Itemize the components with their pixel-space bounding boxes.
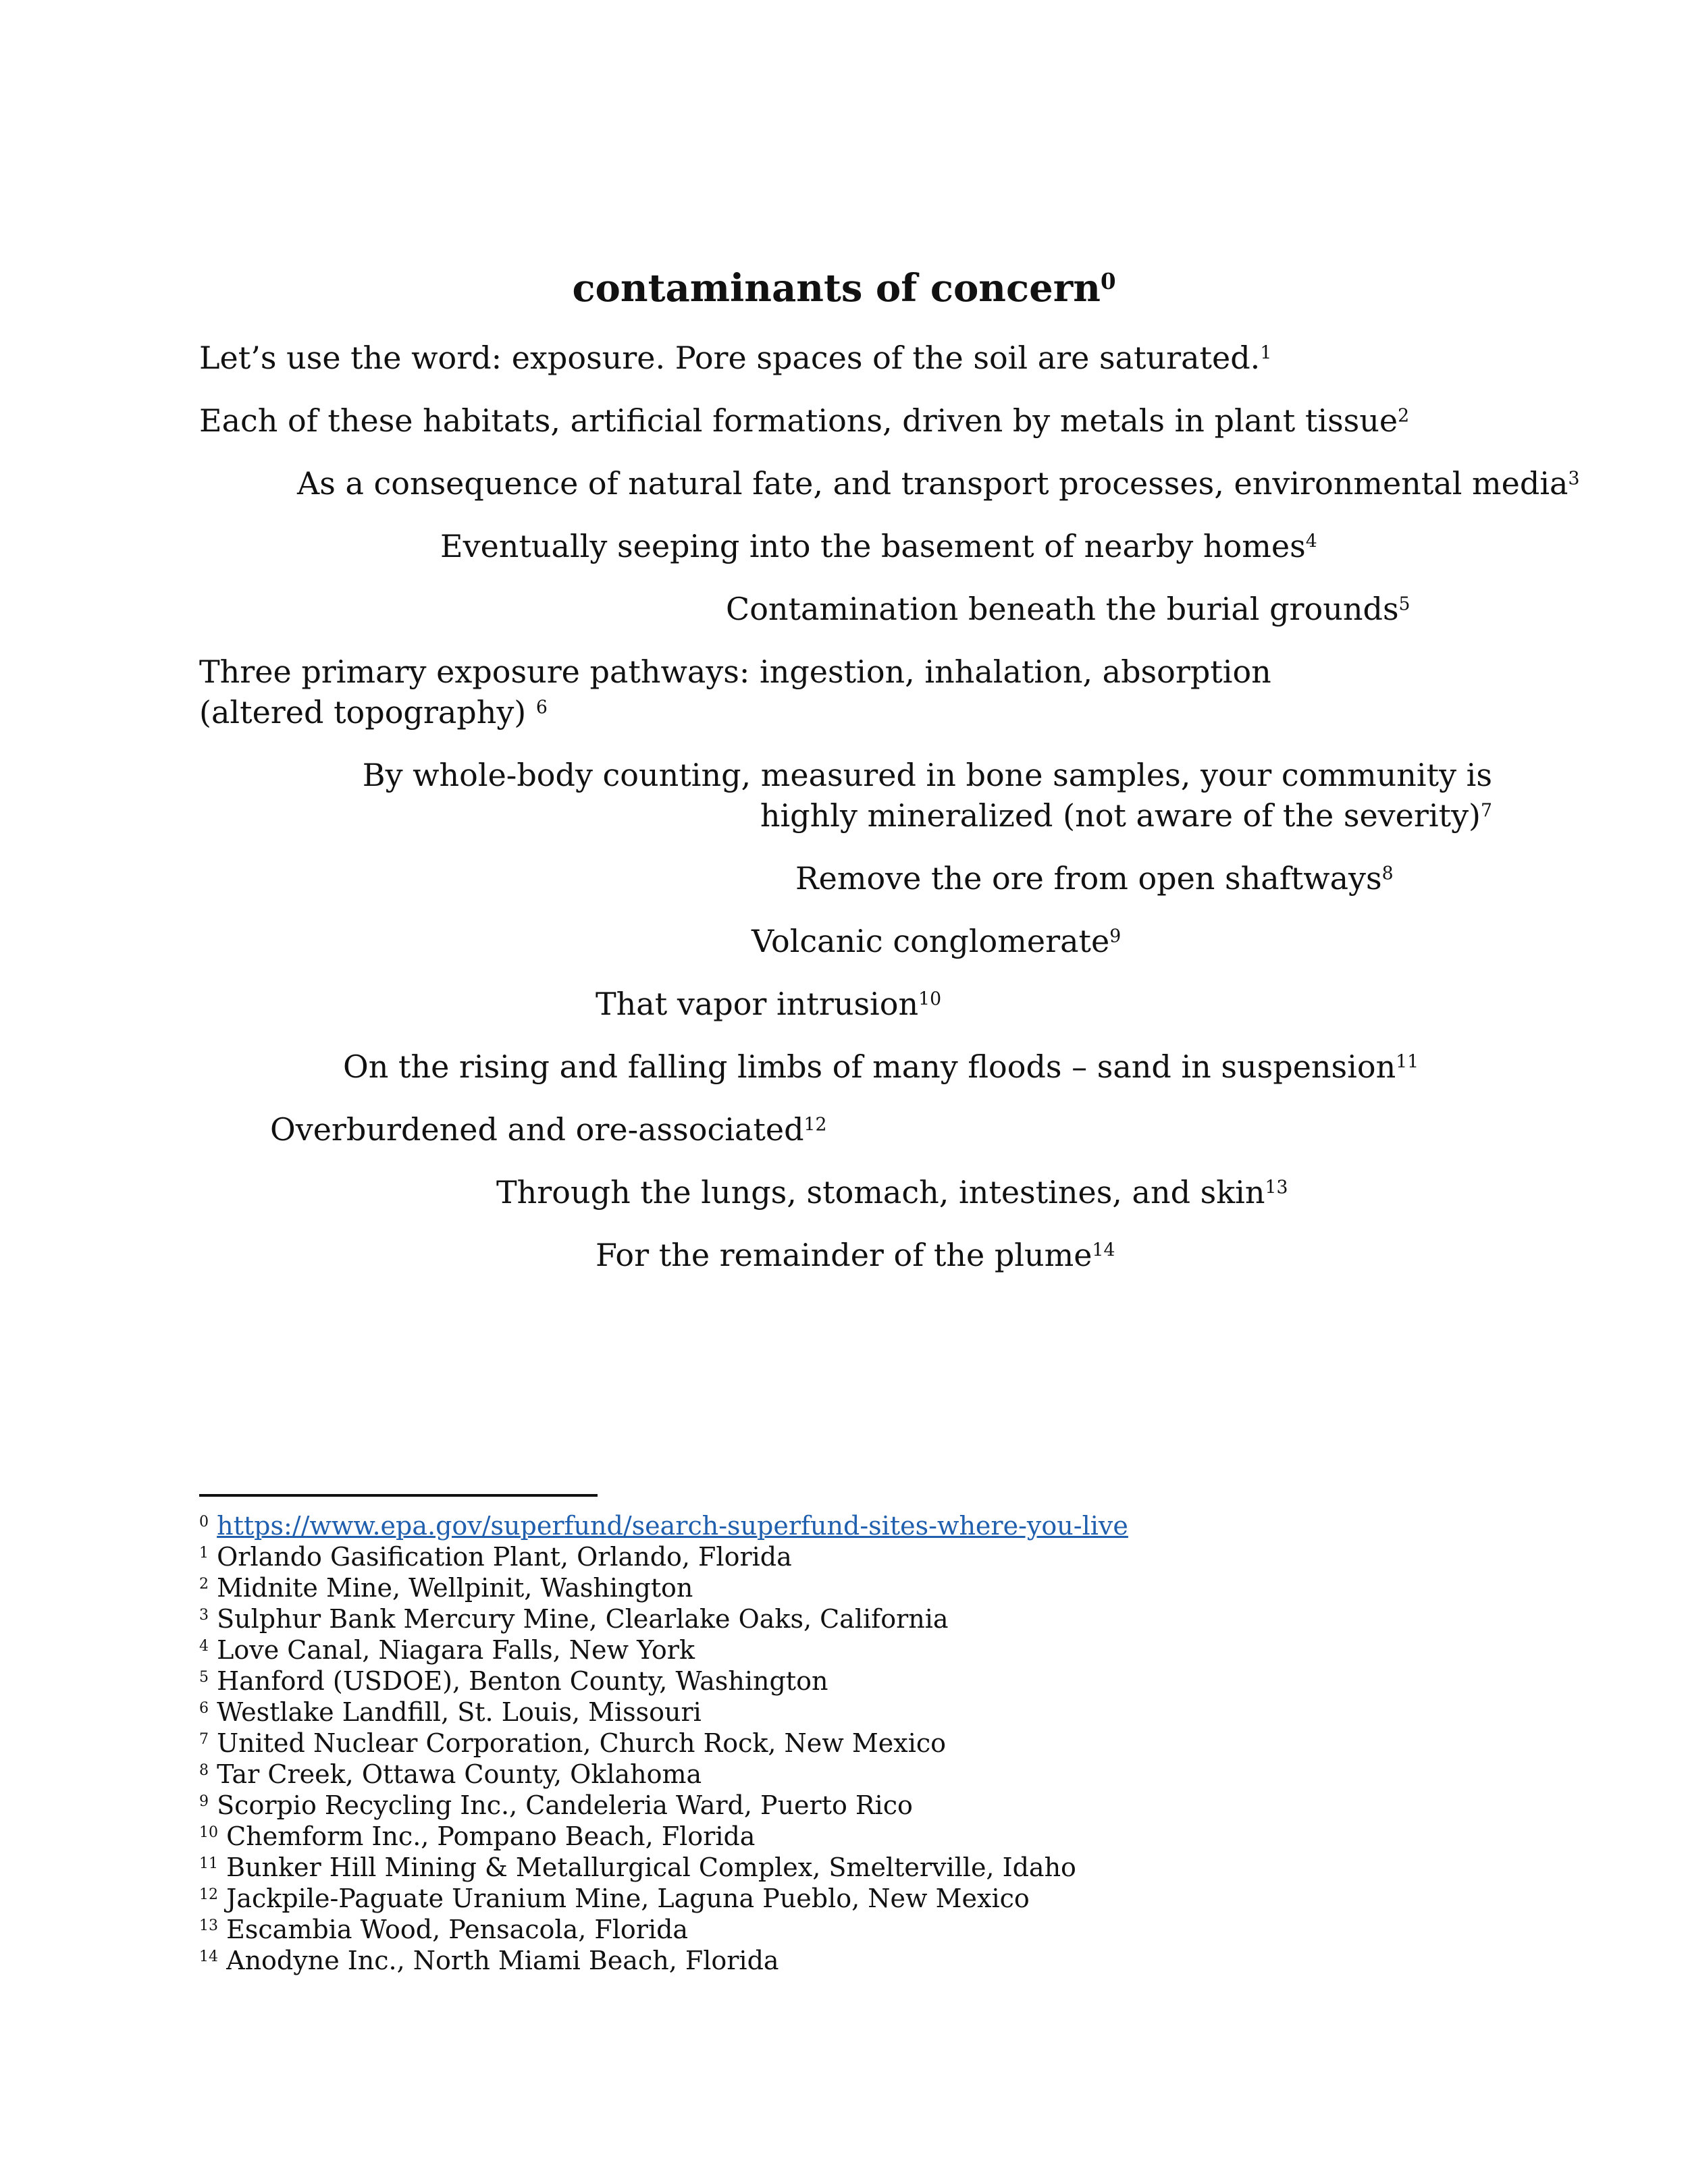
poem-line-5 xyxy=(726,589,1410,629)
footnote-ref[interactable]: 1 xyxy=(1260,342,1272,364)
footnote-ref[interactable]: 0 xyxy=(1100,269,1116,295)
footnote-ref[interactable]: 6 xyxy=(535,697,548,718)
footnote-number: 9 xyxy=(199,1792,209,1810)
footnote-text: Chemform Inc., Pompano Beach, Florida xyxy=(226,1821,756,1851)
footnote-number: 8 xyxy=(199,1761,209,1779)
epa-superfund-link[interactable]: https://www.epa.gov/superfund/search-superfund-sites-where-you-live xyxy=(217,1511,1128,1541)
footnote-number: 7 xyxy=(199,1730,209,1748)
poem-line-4 xyxy=(440,526,1317,566)
footnote-ref[interactable]: 3 xyxy=(1568,468,1580,489)
footnote-12 xyxy=(199,1883,1030,1914)
poem-title-text: contaminants of concern xyxy=(572,266,1101,311)
footnote-number: 4 xyxy=(199,1637,209,1655)
poem-line-8 xyxy=(795,858,1394,899)
footnote-text: Midnite Mine, Wellpinit, Washington xyxy=(217,1573,693,1603)
footnote-separator xyxy=(199,1494,598,1497)
footnote-number: 6 xyxy=(199,1699,209,1717)
footnote-ref[interactable]: 8 xyxy=(1381,863,1394,884)
poem-line-text: Remove the ore from open shaftways xyxy=(795,860,1382,897)
poem-line-text: Contamination beneath the burial grounds xyxy=(726,591,1399,627)
footnote-text: Escambia Wood, Pensacola, Florida xyxy=(226,1915,689,1944)
footnote-number: 5 xyxy=(199,1668,209,1686)
footnote-number: 3 xyxy=(199,1606,209,1624)
footnote-ref[interactable]: 2 xyxy=(1398,405,1410,427)
poem-line-14 xyxy=(596,1235,1115,1275)
footnote-ref[interactable]: 10 xyxy=(918,988,942,1010)
footnote-ref[interactable]: 9 xyxy=(1109,926,1122,947)
poem-line-12 xyxy=(270,1109,826,1150)
footnote-number: 11 xyxy=(199,1855,219,1872)
poem-line-2 xyxy=(199,400,1409,441)
footnote-0 xyxy=(199,1510,1128,1541)
poem-title xyxy=(0,265,1688,312)
footnote-text: Jackpile-Paguate Uranium Mine, Laguna Pueblo, New Mexico xyxy=(226,1884,1030,1913)
poem-line-text: Let’s use the word: exposure. Pore spaces of the soil are saturated. xyxy=(199,340,1261,376)
poem-line-text: Each of these habitats, artificial formations, driven by metals in plant tissue xyxy=(199,402,1398,439)
poem-line-text: For the remainder of the plume xyxy=(596,1237,1092,1273)
footnote-14 xyxy=(199,1945,779,1976)
poem-line-text: Through the lungs, stomach, intestines, and skin xyxy=(496,1174,1265,1210)
footnote-9 xyxy=(199,1790,913,1821)
poem-line-text: Eventually seeping into the basement of nearby homes xyxy=(440,528,1306,564)
footnote-text: Hanford (USDOE), Benton County, Washington xyxy=(217,1666,828,1696)
footnote-number: 0 xyxy=(199,1513,209,1530)
footnote-text: Westlake Landfill, St. Louis, Missouri xyxy=(217,1697,702,1727)
footnote-ref[interactable]: 11 xyxy=(1396,1051,1419,1073)
footnote-ref[interactable]: 12 xyxy=(803,1114,827,1136)
footnote-text: Sulphur Bank Mercury Mine, Clearlake Oaks, California xyxy=(217,1604,949,1634)
footnote-ref[interactable]: 4 xyxy=(1305,531,1317,552)
poem-line-13 xyxy=(496,1172,1288,1213)
poem-line-1 xyxy=(199,338,1271,378)
poem-line-7 xyxy=(341,755,1492,836)
poem-line-11 xyxy=(343,1046,1419,1087)
poem-line-9 xyxy=(751,921,1121,961)
footnote-13 xyxy=(199,1914,688,1945)
footnote-8 xyxy=(199,1759,702,1790)
footnote-text: Love Canal, Niagara Falls, New York xyxy=(217,1635,695,1665)
footnote-ref[interactable]: 5 xyxy=(1398,593,1410,615)
poem-line-text: By whole-body counting, measured in bone samples, your community is highly mineralized (not aware of the severity) xyxy=(362,757,1492,834)
footnote-number: 1 xyxy=(199,1544,209,1562)
poem-line-10 xyxy=(596,984,941,1024)
poem-line-text: That vapor intrusion xyxy=(596,986,919,1022)
poem-line-text: Volcanic conglomerate xyxy=(751,923,1110,959)
footnote-ref[interactable]: 14 xyxy=(1092,1240,1115,1261)
footnote-1 xyxy=(199,1541,792,1572)
footnote-text: Tar Creek, Ottawa County, Oklahoma xyxy=(217,1759,702,1789)
poem-line-6 xyxy=(199,651,1347,733)
footnote-10 xyxy=(199,1821,755,1852)
footnote-4 xyxy=(199,1634,695,1666)
footnote-number: 12 xyxy=(199,1886,219,1903)
poem-line-text: On the rising and falling limbs of many floods – sand in suspension xyxy=(343,1048,1396,1085)
poem-line-3 xyxy=(297,463,1579,504)
footnote-11 xyxy=(199,1852,1076,1883)
footnote-number: 13 xyxy=(199,1917,219,1934)
footnote-number: 14 xyxy=(199,1948,219,1965)
footnote-text: United Nuclear Corporation, Church Rock, New Mexico xyxy=(217,1728,947,1758)
poem-line-text: Three primary exposure pathways: ingestion, inhalation, absorption (altered topography) xyxy=(199,654,1271,730)
footnote-text: Scorpio Recycling Inc., Candeleria Ward, Puerto Rico xyxy=(217,1790,913,1820)
footnote-ref[interactable]: 7 xyxy=(1481,800,1492,822)
footnote-text: Bunker Hill Mining & Metallurgical Complex, Smelterville, Idaho xyxy=(226,1853,1076,1882)
footnote-number: 2 xyxy=(199,1575,209,1593)
footnote-3 xyxy=(199,1603,949,1634)
footnote-7 xyxy=(199,1728,946,1759)
footnote-number: 10 xyxy=(199,1823,219,1841)
poem-line-text: As a consequence of natural fate, and transport processes, environmental media xyxy=(297,465,1568,502)
footnote-6 xyxy=(199,1697,702,1728)
poem-line-text: Overburdened and ore-associated xyxy=(270,1111,804,1148)
footnote-ref[interactable]: 13 xyxy=(1265,1177,1288,1198)
footnote-text: Anodyne Inc., North Miami Beach, Florida xyxy=(226,1946,779,1975)
footnote-text: Orlando Gasification Plant, Orlando, Florida xyxy=(217,1542,792,1572)
footnote-2 xyxy=(199,1572,693,1603)
footnote-5 xyxy=(199,1666,828,1697)
